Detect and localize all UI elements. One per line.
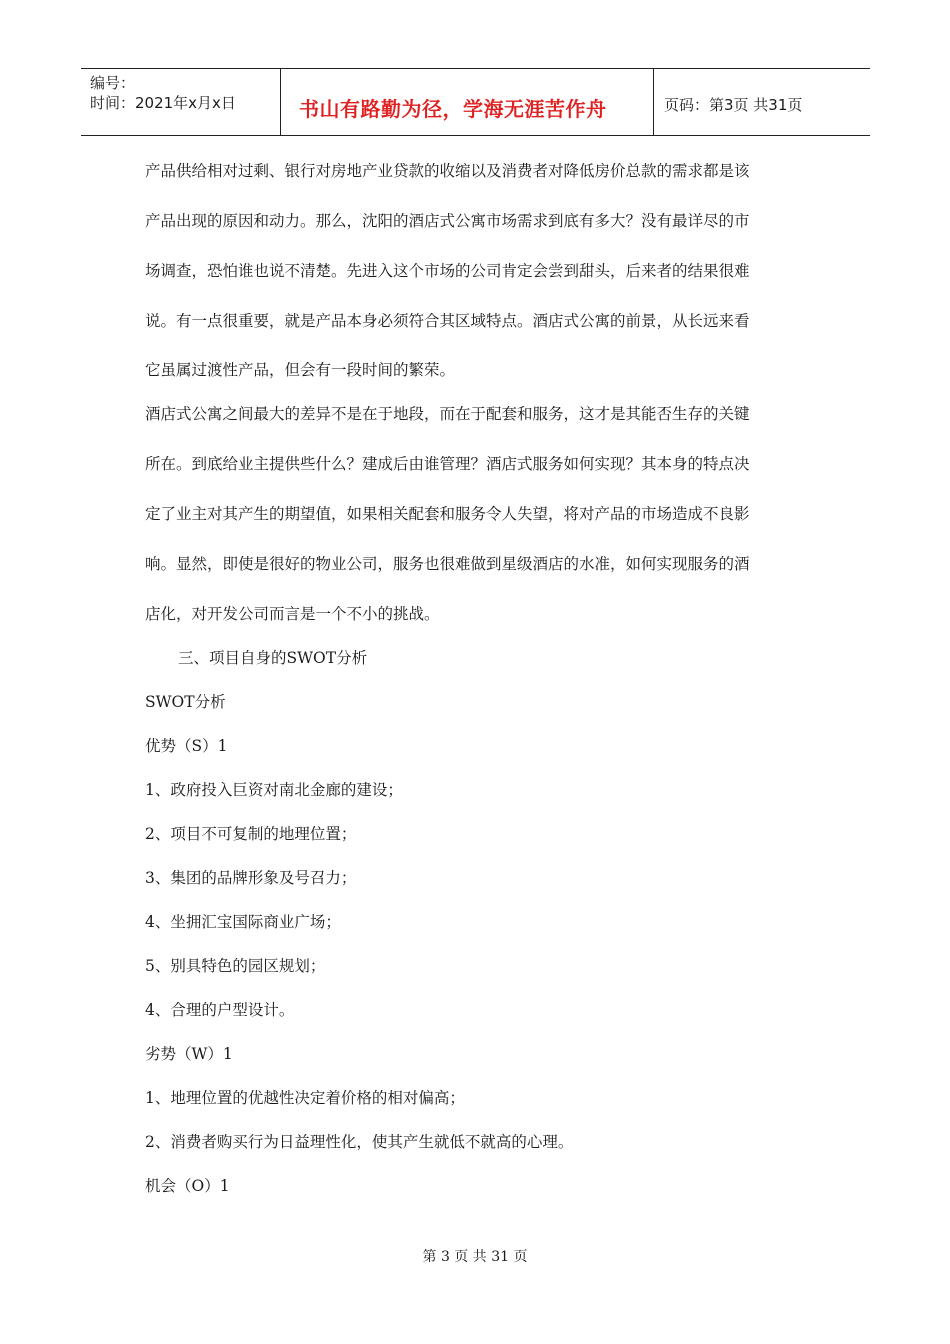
body-line: 产品供给相对过剩、银行对房地产业贷款的收缩以及消费者对降低房价总款的需求都是该	[145, 162, 750, 180]
list-item: 5、别具特色的园区规划；	[145, 957, 326, 975]
body-line: 定了业主对其产生的期望值，如果相关配套和服务令人失望，将对产品的市场造成不良影	[145, 505, 750, 523]
header-left-cell	[81, 69, 281, 135]
subheading: 优势（S）1	[145, 737, 228, 755]
body-line: 场调查，恐怕谁也说不清楚。先进入这个市场的公司肯定会尝到甜头，后来者的结果很难	[145, 262, 750, 280]
list-item: 1、政府投入巨资对南北金廊的建设；	[145, 781, 403, 799]
list-item: 1、地理位置的优越性决定着价格的相对偏高；	[145, 1089, 465, 1107]
body-line: 它虽属过渡性产品，但会有一段时间的繁荣。	[145, 361, 456, 379]
section-heading: 三、项目自身的SWOT分析	[178, 649, 368, 667]
body-line: 酒店式公寓之间最大的差异不是在于地段，而在于配套和服务，这才是其能否生存的关键	[145, 405, 750, 423]
body-line: 所在。到底给业主提供些什么？建成后由谁管理？酒店式服务如何实现？其本身的特点决	[145, 455, 750, 473]
page-footer: 第 3 页 共 31 页	[422, 1249, 528, 1265]
header-middle-cell	[281, 69, 654, 135]
list-item: 4、合理的户型设计。	[145, 1001, 295, 1019]
header-right-cell	[654, 69, 870, 135]
list-item: 2、项目不可复制的地理位置；	[145, 825, 357, 843]
header-table	[81, 68, 870, 136]
body-line: 响。显然，即使是很好的物业公司，服务也很难做到星级酒店的水准，如何实现服务的酒	[145, 555, 750, 573]
number-label: 编号：	[90, 74, 136, 92]
body-line: 产品出现的原因和动力。那么，沈阳的酒店式公寓市场需求到底有多大？没有最详尽的市	[145, 212, 750, 230]
subheading: SWOT分析	[145, 693, 226, 711]
body-line: 店化，对开发公司而言是一个不小的挑战。	[145, 605, 440, 623]
motto: 书山有路勤为径，学海无涯苦作舟	[299, 97, 607, 121]
list-item: 4、坐拥汇宝国际商业广场；	[145, 913, 341, 931]
subheading: 机会（O）1	[145, 1177, 230, 1195]
list-item: 3、集团的品牌形象及号召力；	[145, 869, 357, 887]
page-info: 页码：第3页 共31页	[664, 96, 803, 114]
list-item: 2、消费者购买行为日益理性化，使其产生就低不就高的心理。	[145, 1133, 574, 1151]
time-label: 时间：2021年x月x日	[90, 94, 236, 112]
subheading: 劣势（W）1	[145, 1045, 233, 1063]
body-line: 说。有一点很重要，就是产品本身必须符合其区域特点。酒店式公寓的前景，从长远来看	[145, 312, 750, 330]
